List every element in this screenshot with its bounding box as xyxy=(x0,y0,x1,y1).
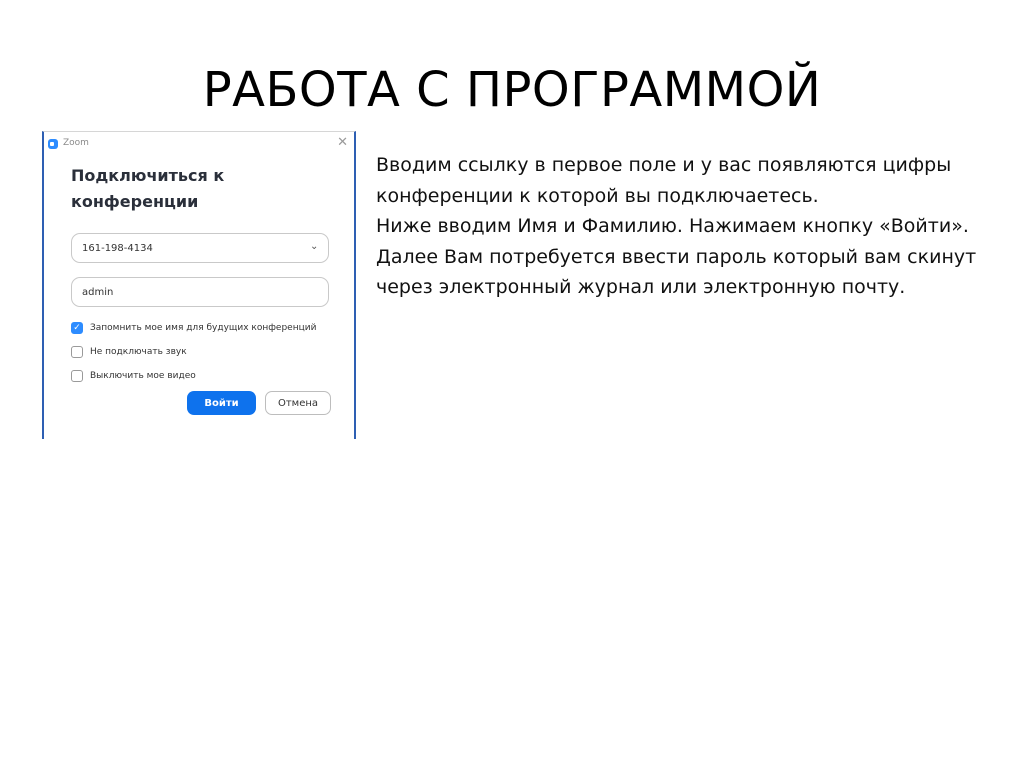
check-icon: ✓ xyxy=(73,323,81,333)
video-off-option[interactable] xyxy=(71,369,196,383)
mute-audio-label: Не подключать звук xyxy=(90,347,187,357)
zoom-join-dialog xyxy=(42,131,356,439)
slide-title: РАБОТА С ПРОГРАММОЙ xyxy=(202,62,822,118)
dialog-titlebar xyxy=(44,132,354,154)
description-line: Вводим ссылку в первое поле и у вас появляются цифры конференции к которой вы подключаетесь. xyxy=(376,154,952,207)
video-off-label: Выключить мое видео xyxy=(90,371,196,381)
meeting-id-input[interactable] xyxy=(71,233,329,263)
cancel-button[interactable]: Отмена xyxy=(265,391,331,415)
zoom-logo-icon xyxy=(48,139,58,149)
display-name-input[interactable] xyxy=(71,277,329,307)
close-icon[interactable]: ✕ xyxy=(337,135,348,150)
app-name: Zoom xyxy=(63,138,89,148)
description-line: Ниже вводим Имя и Фамилию. Нажимаем кнопку «Войти». xyxy=(376,215,969,237)
remember-name-label: Запомнить мое имя для будущих конференций xyxy=(90,323,317,333)
remember-name-checkbox[interactable] xyxy=(71,322,83,334)
video-off-checkbox[interactable] xyxy=(71,370,83,382)
dialog-heading: Подключиться к конференции xyxy=(71,166,225,211)
description-line: Далее Вам потребуется ввести пароль который вам скинут через электронный журнал или электронную почту. xyxy=(376,245,977,298)
mute-audio-checkbox[interactable] xyxy=(71,346,83,358)
mute-audio-option[interactable] xyxy=(71,345,187,359)
join-button[interactable]: Войти xyxy=(187,391,256,415)
remember-name-option[interactable] xyxy=(71,321,316,335)
description-text xyxy=(376,150,1006,303)
chevron-down-icon[interactable]: ⌄ xyxy=(310,241,319,252)
